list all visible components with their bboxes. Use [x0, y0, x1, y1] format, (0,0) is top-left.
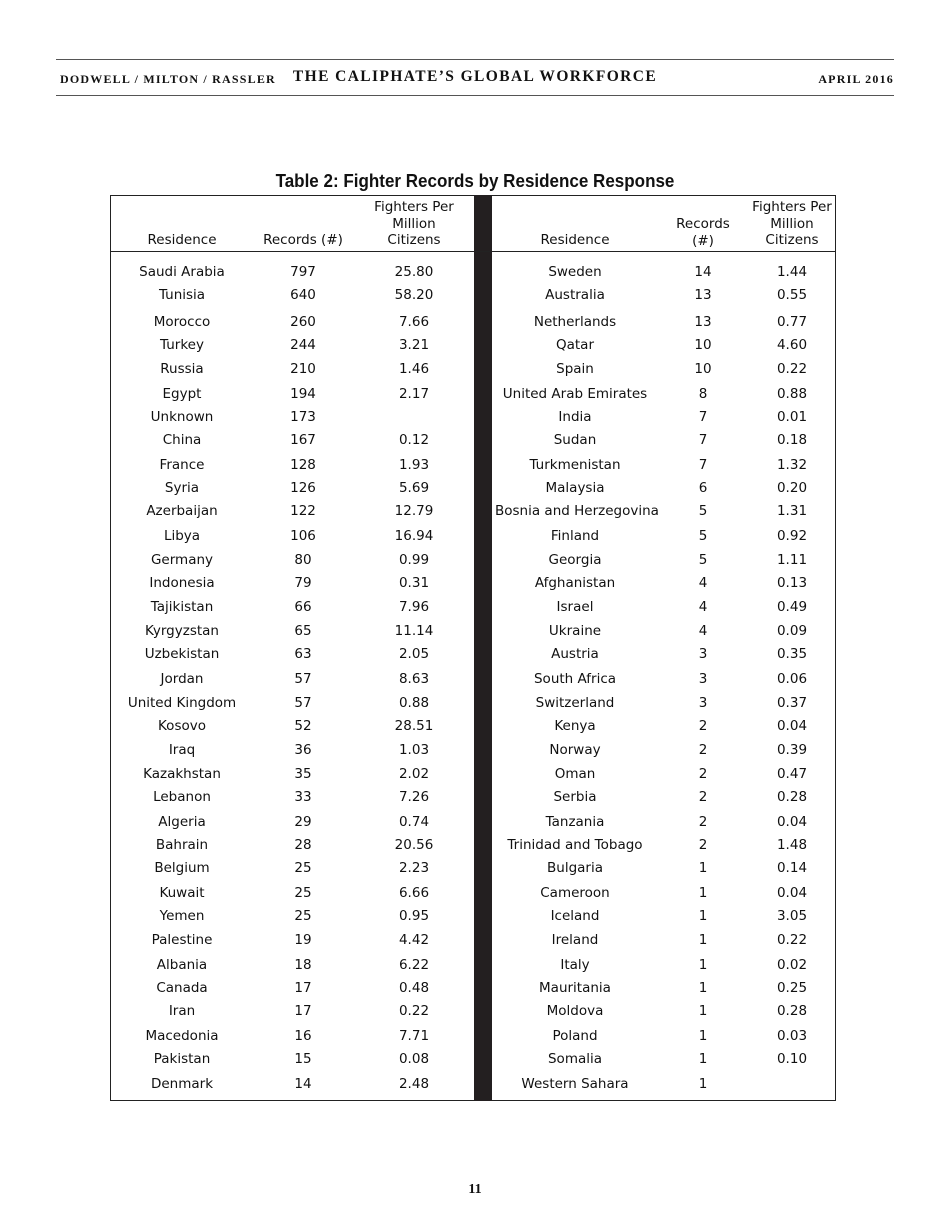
right-header-records [663, 216, 743, 249]
left-row-records-cell: 65 [294, 623, 312, 639]
left-row-fpm-cell: 0.22 [398, 1003, 430, 1019]
right-header-fpm-line2: Million [770, 215, 814, 232]
right-row-residence-cell: Israel [556, 599, 594, 615]
left-row-records-cell: 52 [294, 718, 312, 734]
left-row-residence-cell: France [159, 457, 205, 473]
right-row-fpm-cell: 0.92 [776, 528, 808, 544]
right-row-fpm-cell: 0.55 [776, 287, 808, 303]
right-row-records-cell: 1 [698, 908, 708, 924]
right-row-fpm-cell: 1.48 [776, 837, 808, 853]
right-row-residence-cell: Austria [551, 646, 599, 662]
left-row-fpm-cell: 0.48 [398, 980, 430, 996]
left-row-fpm-cell: 6.66 [398, 885, 430, 901]
left-header-records: Records (#) [263, 232, 343, 248]
left-row-records-cell: 210 [290, 361, 316, 377]
right-row-fpm-cell: 0.28 [776, 1003, 808, 1019]
left-header-fpm-line2: Million [392, 215, 436, 232]
right-row-residence-cell: Ireland [551, 932, 599, 948]
left-row-fpm-cell: 2.17 [398, 386, 430, 402]
left-row-records-cell: 260 [290, 314, 316, 330]
left-row-residence-cell: China [162, 432, 202, 448]
header-rule-bottom [56, 95, 894, 96]
right-row-fpm-cell: 0.01 [776, 409, 808, 425]
right-row-residence-cell: Bulgaria [547, 860, 603, 876]
left-row-residence-cell: Canada [156, 980, 208, 996]
left-row-residence-cell: Macedonia [145, 1028, 219, 1044]
right-row-fpm-cell: 0.22 [776, 932, 808, 948]
left-row-fpm-cell: 0.31 [398, 575, 430, 591]
right-row-records-cell: 7 [698, 432, 708, 448]
left-header-residence: Residence [147, 232, 217, 248]
left-row-residence-cell: Libya [163, 528, 201, 544]
right-row-records-cell: 1 [698, 932, 708, 948]
left-row-residence-cell: Syria [164, 480, 200, 496]
right-row-residence-cell: Moldova [546, 1003, 604, 1019]
left-row-fpm-cell: 11.14 [394, 623, 434, 639]
right-row-records-cell: 7 [698, 409, 708, 425]
left-row-residence-cell: Albania [156, 957, 208, 973]
left-row-fpm-cell: 6.22 [398, 957, 430, 973]
left-row-fpm-cell: 28.51 [394, 718, 434, 734]
left-row-records-cell: 19 [294, 932, 312, 948]
right-row-records-cell: 2 [698, 742, 708, 758]
right-row-records-cell: 10 [694, 361, 712, 377]
left-row-fpm-cell: 2.02 [398, 766, 430, 782]
left-row-records-cell: 80 [294, 552, 312, 568]
left-row-records-cell: 17 [294, 980, 312, 996]
right-row-records-cell: 1 [698, 1003, 708, 1019]
right-row-records-cell: 3 [698, 695, 708, 711]
left-row-records-cell: 173 [290, 409, 316, 425]
left-row-residence-cell: Kuwait [159, 885, 205, 901]
right-row-fpm-cell: 0.28 [776, 789, 808, 805]
right-row-records-cell: 6 [698, 480, 708, 496]
right-row-residence-cell: Sudan [553, 432, 597, 448]
right-row-fpm-cell: 0.06 [776, 671, 808, 687]
left-row-records-cell: 66 [294, 599, 312, 615]
left-row-records-cell: 194 [290, 386, 316, 402]
left-row-fpm-cell: 20.56 [394, 837, 434, 853]
left-row-fpm-cell: 7.26 [398, 789, 430, 805]
right-row-fpm-cell: 0.03 [776, 1028, 808, 1044]
right-row-fpm-cell: 1.31 [776, 503, 808, 519]
right-row-residence-cell: Serbia [553, 789, 597, 805]
left-row-records-cell: 57 [294, 671, 312, 687]
right-row-records-cell: 1 [698, 1076, 708, 1092]
right-row-residence-cell: Finland [550, 528, 600, 544]
table-center-divider [474, 195, 492, 1101]
left-row-fpm-cell: 3.21 [398, 337, 430, 353]
right-row-records-cell: 14 [694, 264, 712, 280]
right-row-residence-cell: United Arab Emirates [502, 386, 648, 402]
left-row-residence-cell: Iran [168, 1003, 196, 1019]
left-header-fpm [359, 199, 469, 249]
right-row-residence-cell: India [558, 409, 592, 425]
left-row-fpm-cell: 2.23 [398, 860, 430, 876]
right-row-fpm-cell: 0.47 [776, 766, 808, 782]
right-row-residence-cell: Qatar [555, 337, 594, 353]
right-row-records-cell: 3 [698, 671, 708, 687]
left-row-fpm-cell: 25.80 [394, 264, 434, 280]
left-row-fpm-cell: 7.96 [398, 599, 430, 615]
left-row-residence-cell: Turkey [160, 337, 204, 353]
right-row-residence-cell: Tanzania [545, 814, 605, 830]
left-row-fpm-cell: 2.05 [398, 646, 430, 662]
left-row-residence-cell: Jordan [160, 671, 204, 687]
right-row-records-cell: 5 [698, 503, 708, 519]
right-row-fpm-cell: 0.39 [776, 742, 808, 758]
left-row-records-cell: 14 [294, 1076, 312, 1092]
left-row-records-cell: 35 [294, 766, 312, 782]
right-row-fpm-cell: 0.18 [776, 432, 808, 448]
left-row-fpm-cell: 5.69 [398, 480, 430, 496]
left-row-residence-cell: Pakistan [153, 1051, 211, 1067]
left-row-fpm-cell: 16.94 [394, 528, 434, 544]
left-row-records-cell: 18 [294, 957, 312, 973]
left-row-fpm-cell: 4.42 [398, 932, 430, 948]
left-row-residence-cell: Indonesia [149, 575, 215, 591]
right-header-records-line2: (#) [692, 232, 714, 249]
page-number: 11 [468, 1182, 482, 1197]
right-row-records-cell: 10 [694, 337, 712, 353]
left-row-residence-cell: Russia [160, 361, 204, 377]
right-header-fpm [747, 199, 837, 249]
left-row-residence-cell: Palestine [151, 932, 213, 948]
right-row-residence-cell: Poland [552, 1028, 598, 1044]
right-row-residence-cell: Norway [549, 742, 601, 758]
left-row-residence-cell: United Kingdom [127, 695, 237, 711]
left-row-residence-cell: Algeria [158, 814, 206, 830]
right-row-fpm-cell: 1.11 [776, 552, 808, 568]
left-row-records-cell: 640 [290, 287, 316, 303]
right-row-records-cell: 1 [698, 860, 708, 876]
left-row-records-cell: 167 [290, 432, 316, 448]
left-row-records-cell: 63 [294, 646, 312, 662]
right-row-fpm-cell: 0.20 [776, 480, 808, 496]
right-row-records-cell: 2 [698, 814, 708, 830]
left-row-fpm-cell: 7.66 [398, 314, 430, 330]
left-row-records-cell: 36 [294, 742, 312, 758]
header-authors: DODWELL / MILTON / RASSLER [60, 72, 276, 86]
right-row-records-cell: 3 [698, 646, 708, 662]
left-row-records-cell: 79 [294, 575, 312, 591]
left-row-fpm-cell: 8.63 [398, 671, 430, 687]
left-row-residence-cell: Azerbaijan [146, 503, 218, 519]
right-row-fpm-cell: 0.37 [776, 695, 808, 711]
right-row-fpm-cell: 4.60 [776, 337, 808, 353]
left-row-residence-cell: Tunisia [158, 287, 206, 303]
left-row-records-cell: 17 [294, 1003, 312, 1019]
left-row-residence-cell: Kyrgyzstan [145, 623, 219, 639]
right-row-records-cell: 2 [698, 766, 708, 782]
left-row-records-cell: 797 [290, 264, 316, 280]
left-row-fpm-cell: 0.08 [398, 1051, 430, 1067]
right-row-fpm-cell: 0.04 [776, 718, 808, 734]
left-row-records-cell: 25 [294, 908, 312, 924]
right-row-fpm-cell: 0.77 [776, 314, 808, 330]
right-row-residence-cell: Ukraine [548, 623, 602, 639]
right-row-residence-cell: Trinidad and Tobago [507, 837, 643, 853]
right-row-residence-cell: Somalia [547, 1051, 603, 1067]
left-row-residence-cell: Denmark [150, 1076, 214, 1092]
right-row-records-cell: 1 [698, 1028, 708, 1044]
right-row-residence-cell: Afghanistan [534, 575, 616, 591]
table-title: Table 2: Fighter Records by Residence Response [275, 170, 675, 191]
left-row-residence-cell: Tajikistan [150, 599, 214, 615]
left-row-fpm-cell: 0.99 [398, 552, 430, 568]
right-row-records-cell: 8 [698, 386, 708, 402]
right-row-records-cell: 1 [698, 980, 708, 996]
right-header-fpm-line3: Citizens [765, 232, 819, 248]
header-date: APRIL 2016 [818, 72, 894, 86]
right-row-records-cell: 2 [698, 837, 708, 853]
right-row-fpm-cell: 0.04 [776, 885, 808, 901]
right-row-residence-cell: Mauritania [539, 980, 611, 996]
right-row-records-cell: 13 [694, 314, 712, 330]
right-row-records-cell: 1 [698, 1051, 708, 1067]
right-row-records-cell: 2 [698, 718, 708, 734]
left-row-residence-cell: Uzbekistan [144, 646, 220, 662]
right-row-fpm-cell: 1.32 [776, 457, 808, 473]
right-row-records-cell: 13 [694, 287, 712, 303]
left-row-residence-cell: Saudi Arabia [139, 264, 225, 280]
right-row-residence-cell: Iceland [550, 908, 600, 924]
right-row-fpm-cell: 0.14 [776, 860, 808, 876]
right-row-residence-cell: Georgia [548, 552, 602, 568]
right-header-records-line1: Records [676, 216, 730, 232]
right-row-records-cell: 4 [698, 575, 708, 591]
right-row-residence-cell: Spain [556, 361, 594, 377]
right-row-residence-cell: Switzerland [535, 695, 615, 711]
right-row-records-cell: 4 [698, 599, 708, 615]
left-row-residence-cell: Belgium [154, 860, 210, 876]
left-row-fpm-cell: 7.71 [398, 1028, 430, 1044]
right-row-records-cell: 5 [698, 528, 708, 544]
right-row-fpm-cell: 0.10 [776, 1051, 808, 1067]
right-row-residence-cell: South Africa [533, 671, 617, 687]
left-row-records-cell: 106 [290, 528, 316, 544]
right-row-residence-cell: Netherlands [533, 314, 617, 330]
right-header-residence: Residence [540, 232, 610, 248]
left-header-fpm-line3: Citizens [387, 232, 441, 248]
left-row-residence-cell: Bahrain [155, 837, 209, 853]
left-row-fpm-cell: 1.03 [398, 742, 430, 758]
right-row-fpm-cell: 0.22 [776, 361, 808, 377]
right-row-fpm-cell: 0.88 [776, 386, 808, 402]
right-row-fpm-cell: 0.49 [776, 599, 808, 615]
left-row-records-cell: 28 [294, 837, 312, 853]
left-row-residence-cell: Morocco [153, 314, 211, 330]
left-row-records-cell: 25 [294, 885, 312, 901]
right-row-residence-cell: Kenya [554, 718, 596, 734]
left-row-records-cell: 25 [294, 860, 312, 876]
right-row-fpm-cell: 0.04 [776, 814, 808, 830]
header-rule-top [56, 59, 894, 60]
left-row-fpm-cell: 12.79 [394, 503, 434, 519]
left-row-residence-cell: Lebanon [153, 789, 211, 805]
right-row-residence-cell: Turkmenistan [529, 457, 621, 473]
left-row-records-cell: 244 [290, 337, 316, 353]
right-row-fpm-cell: 0.02 [776, 957, 808, 973]
left-header-fpm-line1: Fighters Per [374, 199, 454, 215]
left-row-residence-cell: Egypt [162, 386, 202, 402]
left-row-fpm-cell: 0.95 [398, 908, 430, 924]
left-row-residence-cell: Yemen [159, 908, 205, 924]
right-row-fpm-cell: 0.13 [776, 575, 808, 591]
left-row-records-cell: 33 [294, 789, 312, 805]
right-row-residence-cell: Cameroon [540, 885, 610, 901]
right-row-records-cell: 4 [698, 623, 708, 639]
left-row-records-cell: 15 [294, 1051, 312, 1067]
left-row-records-cell: 126 [290, 480, 316, 496]
right-row-records-cell: 7 [698, 457, 708, 473]
header-title: THE CALIPHATE’S GLOBAL WORKFORCE [292, 68, 658, 85]
left-row-residence-cell: Germany [150, 552, 214, 568]
right-row-fpm-cell: 1.44 [776, 264, 808, 280]
left-row-residence-cell: Unknown [150, 409, 214, 425]
right-row-residence-cell: Malaysia [545, 480, 605, 496]
left-row-residence-cell: Iraq [168, 742, 196, 758]
left-row-records-cell: 16 [294, 1028, 312, 1044]
left-row-fpm-cell: 0.88 [398, 695, 430, 711]
right-row-residence-cell: Bosnia and Herzegovina [495, 503, 659, 519]
left-row-records-cell: 57 [294, 695, 312, 711]
right-row-records-cell: 5 [698, 552, 708, 568]
table-header-rule [110, 251, 836, 252]
right-row-residence-cell: Australia [545, 287, 605, 303]
right-row-fpm-cell: 0.25 [776, 980, 808, 996]
left-row-fpm-cell: 58.20 [394, 287, 434, 303]
left-row-fpm-cell: 0.12 [398, 432, 430, 448]
left-row-residence-cell: Kazakhstan [143, 766, 221, 782]
right-row-residence-cell: Sweden [548, 264, 602, 280]
right-row-residence-cell: Western Sahara [521, 1076, 629, 1092]
right-row-fpm-cell: 0.35 [776, 646, 808, 662]
left-row-fpm-cell: 2.48 [398, 1076, 430, 1092]
right-row-residence-cell: Italy [560, 957, 590, 973]
right-row-records-cell: 2 [698, 789, 708, 805]
right-row-residence-cell: Oman [554, 766, 596, 782]
right-header-fpm-line1: Fighters Per [752, 199, 832, 215]
right-row-records-cell: 1 [698, 957, 708, 973]
right-row-fpm-cell: 3.05 [776, 908, 808, 924]
left-row-fpm-cell: 0.74 [398, 814, 430, 830]
left-row-records-cell: 122 [290, 503, 316, 519]
left-row-fpm-cell: 1.93 [398, 457, 430, 473]
left-row-records-cell: 29 [294, 814, 312, 830]
left-row-fpm-cell: 1.46 [398, 361, 430, 377]
right-row-fpm-cell: 0.09 [776, 623, 808, 639]
right-row-records-cell: 1 [698, 885, 708, 901]
left-row-residence-cell: Kosovo [158, 718, 206, 734]
left-row-records-cell: 128 [290, 457, 316, 473]
